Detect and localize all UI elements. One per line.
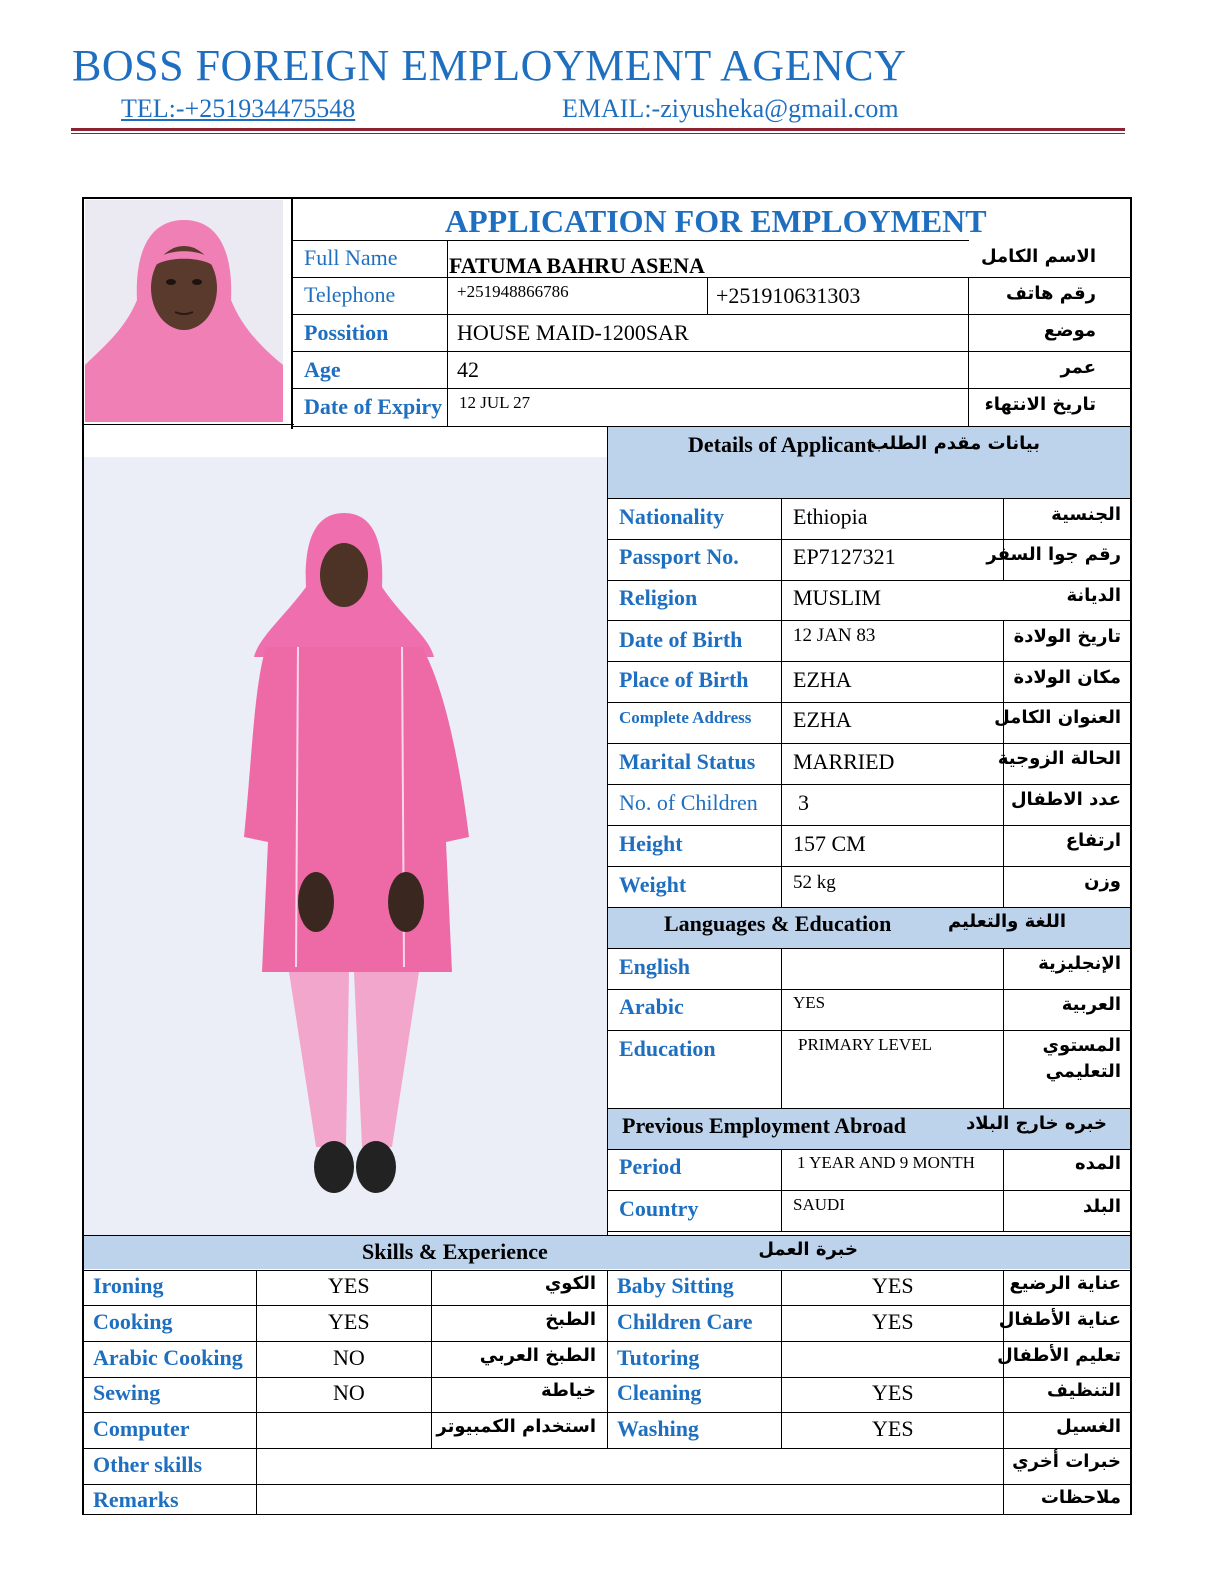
skill-ironing-value: YES [328,1273,370,1298]
col-line [707,277,708,314]
age-value: 42 [457,357,479,382]
telephone-value-1: +251948866786 [457,282,569,301]
other-skills-ar: خبرات أخري [1012,1451,1121,1472]
row-line [608,743,1132,744]
place-of-birth-value: EZHA [793,667,852,692]
religion-label: Religion [619,585,698,610]
telephone-ar: رقم هاتف [1006,283,1096,304]
details-title: Details of Applicant [688,432,874,457]
skill-baby-sitting-ar: عناية الرضيع [1009,1273,1121,1294]
height-ar: ارتفاع [1065,830,1121,851]
expiry-value: 12 JUL 27 [459,393,531,412]
children-ar: عدد الاطفال [1010,789,1121,810]
religion-ar: الديانة [1066,585,1121,606]
english-ar: الإنجليزية [1038,953,1121,974]
passport-value: EP7127321 [793,544,896,569]
education-ar-line1: المستوي [1042,1035,1121,1056]
row-line [608,989,1132,990]
row-line [608,580,1132,581]
row-line [608,620,1132,621]
telephone-value-2: +251910631303 [716,283,861,308]
skill-sewing-value: NO [333,1380,365,1405]
skill-ironing-ar: الكوي [544,1273,596,1294]
form-title: APPLICATION FOR EMPLOYMENT [445,203,987,239]
col-line [781,1270,782,1448]
row-line [608,702,1132,703]
skill-sewing-label: Sewing [93,1380,161,1405]
photo-divider [291,197,293,429]
dob-label: Date of Birth [619,627,743,652]
previous-title-ar: خبره خارج البلاد [966,1113,1107,1134]
col-line [781,1149,782,1231]
position-value: HOUSE MAID-1200SAR [457,320,689,345]
position-label: Possition [304,320,389,345]
languages-title-ar: اللغة والتعليم [947,911,1066,932]
country-ar: البلد [1082,1196,1121,1217]
row-line [608,1030,1132,1031]
country-label: Country [619,1196,699,1221]
remarks-ar: ملاحظات [1040,1487,1121,1508]
country-value: SAUDI [793,1195,845,1214]
col-line [256,1270,257,1514]
address-ar: العنوان الكامل [994,707,1121,728]
period-ar: المده [1074,1153,1121,1174]
period-value: 1 YEAR AND 9 MONTH [797,1153,975,1172]
row-line [608,539,1132,540]
passport-ar: رقم جوا السفر [986,544,1121,565]
col-line [447,240,448,427]
arabic-ar: العربية [1061,994,1121,1015]
skill-computer-label: Computer [93,1416,190,1441]
previous-title: Previous Employment Abroad [622,1113,906,1138]
row-line [293,351,1132,352]
arabic-value: YES [793,993,826,1012]
skill-arabic-cooking-value: NO [333,1345,365,1370]
skill-cleaning-ar: التنظيف [1047,1380,1121,1401]
height-value: 157 CM [793,831,866,856]
arabic-label: Arabic [619,994,684,1019]
weight-label: Weight [619,872,687,897]
age-label: Age [304,357,341,382]
details-title-ar: بيانات مقدم الطلب [870,433,1040,454]
address-value: EZHA [793,707,852,732]
col-line [968,277,969,427]
skill-cooking-label: Cooking [93,1309,173,1334]
skill-ironing-label: Ironing [93,1273,164,1298]
skill-cooking-ar: الطبخ [545,1309,596,1330]
height-label: Height [619,831,683,856]
english-label: English [619,954,690,979]
header-rule-thin [71,133,1125,134]
skill-children-care-ar: عناية الأطفال [998,1309,1121,1330]
table-bottom-line [82,1514,1132,1515]
row-line [608,1149,1132,1150]
skill-cleaning-value: YES [872,1380,914,1405]
full-name-ar: الاسم الكامل [980,246,1096,267]
education-ar-line2: التعليمي [1045,1061,1121,1082]
dob-value: 12 JAN 83 [793,625,876,646]
place-of-birth-label: Place of Birth [619,667,749,692]
header-rule [71,128,1125,131]
full-name-value: FATUMA BAHRU ASENA [449,253,705,278]
passport-photo [85,200,283,422]
row-line [293,240,969,241]
col-line [1003,498,1004,580]
row-line [608,825,1132,826]
languages-title: Languages & Education [664,911,892,936]
remarks-label: Remarks [93,1487,179,1512]
skill-sewing-ar: خياطة [541,1380,596,1401]
col-line [1003,948,1004,1108]
dob-ar: تاريخ الولادة [1013,626,1121,647]
children-value: 3 [798,790,809,815]
agency-email[interactable]: EMAIL:-ziyusheka@gmail.com [562,94,899,123]
skill-washing-ar: الغسيل [1056,1416,1121,1437]
other-skills-label: Other skills [93,1452,203,1477]
education-label: Education [619,1036,716,1061]
row-line [608,1231,1132,1232]
skill-arabic-cooking-ar: الطبخ العربي [479,1345,596,1366]
full-body-photo [84,457,607,1235]
row-line [82,1484,1132,1485]
row-line [82,1235,1132,1236]
period-label: Period [619,1154,682,1179]
skill-baby-sitting-label: Baby Sitting [617,1273,734,1298]
col-line [1003,1270,1004,1514]
row-line [608,661,1132,662]
agency-telephone[interactable]: TEL:-+251934475548 [121,94,356,123]
passport-label: Passport No. [619,544,739,569]
col-line [1003,1149,1004,1231]
row-line [293,388,1132,389]
address-label: Complete Address [619,708,752,727]
form-border-top [82,197,1132,199]
skill-children-care-value: YES [872,1309,914,1334]
skills-title-ar: خبرة العمل [758,1239,858,1260]
agency-name: BOSS FOREIGN EMPLOYMENT AGENCY [72,41,907,90]
telephone-label: Telephone [304,282,396,307]
place-of-birth-ar: مكان الولادة [1013,667,1121,688]
nationality-ar: الجنسية [1051,504,1121,525]
skill-baby-sitting-value: YES [872,1273,914,1298]
expiry-label: Date of Expiry [304,394,443,419]
photo-bottom-line [82,424,294,425]
row-line [293,277,1132,278]
col-line [431,1270,432,1448]
row-line [82,1448,1132,1449]
row-line [608,498,1132,499]
col-line [781,498,782,907]
weight-ar: وزن [1084,871,1121,892]
marital-status-value: MARRIED [793,749,895,774]
weight-value: 52 kg [793,872,836,893]
row-line [293,314,1132,315]
skill-tutoring-label: Tutoring [617,1345,700,1370]
col-line [781,948,782,1108]
skill-cleaning-label: Cleaning [617,1380,702,1405]
form-border-right [1130,197,1132,1515]
row-line [608,948,1132,949]
skills-title: Skills & Experience [362,1239,548,1264]
marital-status-ar: الحالة الزوجية [997,748,1121,769]
row-line [608,784,1132,785]
nationality-label: Nationality [619,504,725,529]
marital-status-label: Marital Status [619,749,756,774]
row-line [608,1190,1132,1191]
religion-value: MUSLIM [793,585,882,610]
skill-tutoring-ar: تعليم الأطفال [997,1345,1121,1366]
age-ar: عمر [1060,357,1096,378]
skill-cooking-value: YES [328,1309,370,1334]
full-name-label: Full Name [304,245,398,270]
nationality-value: Ethiopia [793,504,868,529]
skills-header-band [84,1236,1130,1269]
skill-arabic-cooking-label: Arabic Cooking [93,1345,243,1370]
children-label: No. of Children [619,790,758,815]
skill-children-care-label: Children Care [617,1309,753,1334]
skill-washing-label: Washing [617,1416,699,1441]
education-value: PRIMARY LEVEL [798,1035,932,1054]
skill-washing-value: YES [872,1416,914,1441]
row-line [608,866,1132,867]
expiry-ar: تاريخ الانتهاء [984,394,1096,415]
position-ar: موضع [1043,320,1096,341]
skill-computer-ar: استخدام الكمبيوتر [436,1416,596,1437]
col-line [607,1270,608,1448]
